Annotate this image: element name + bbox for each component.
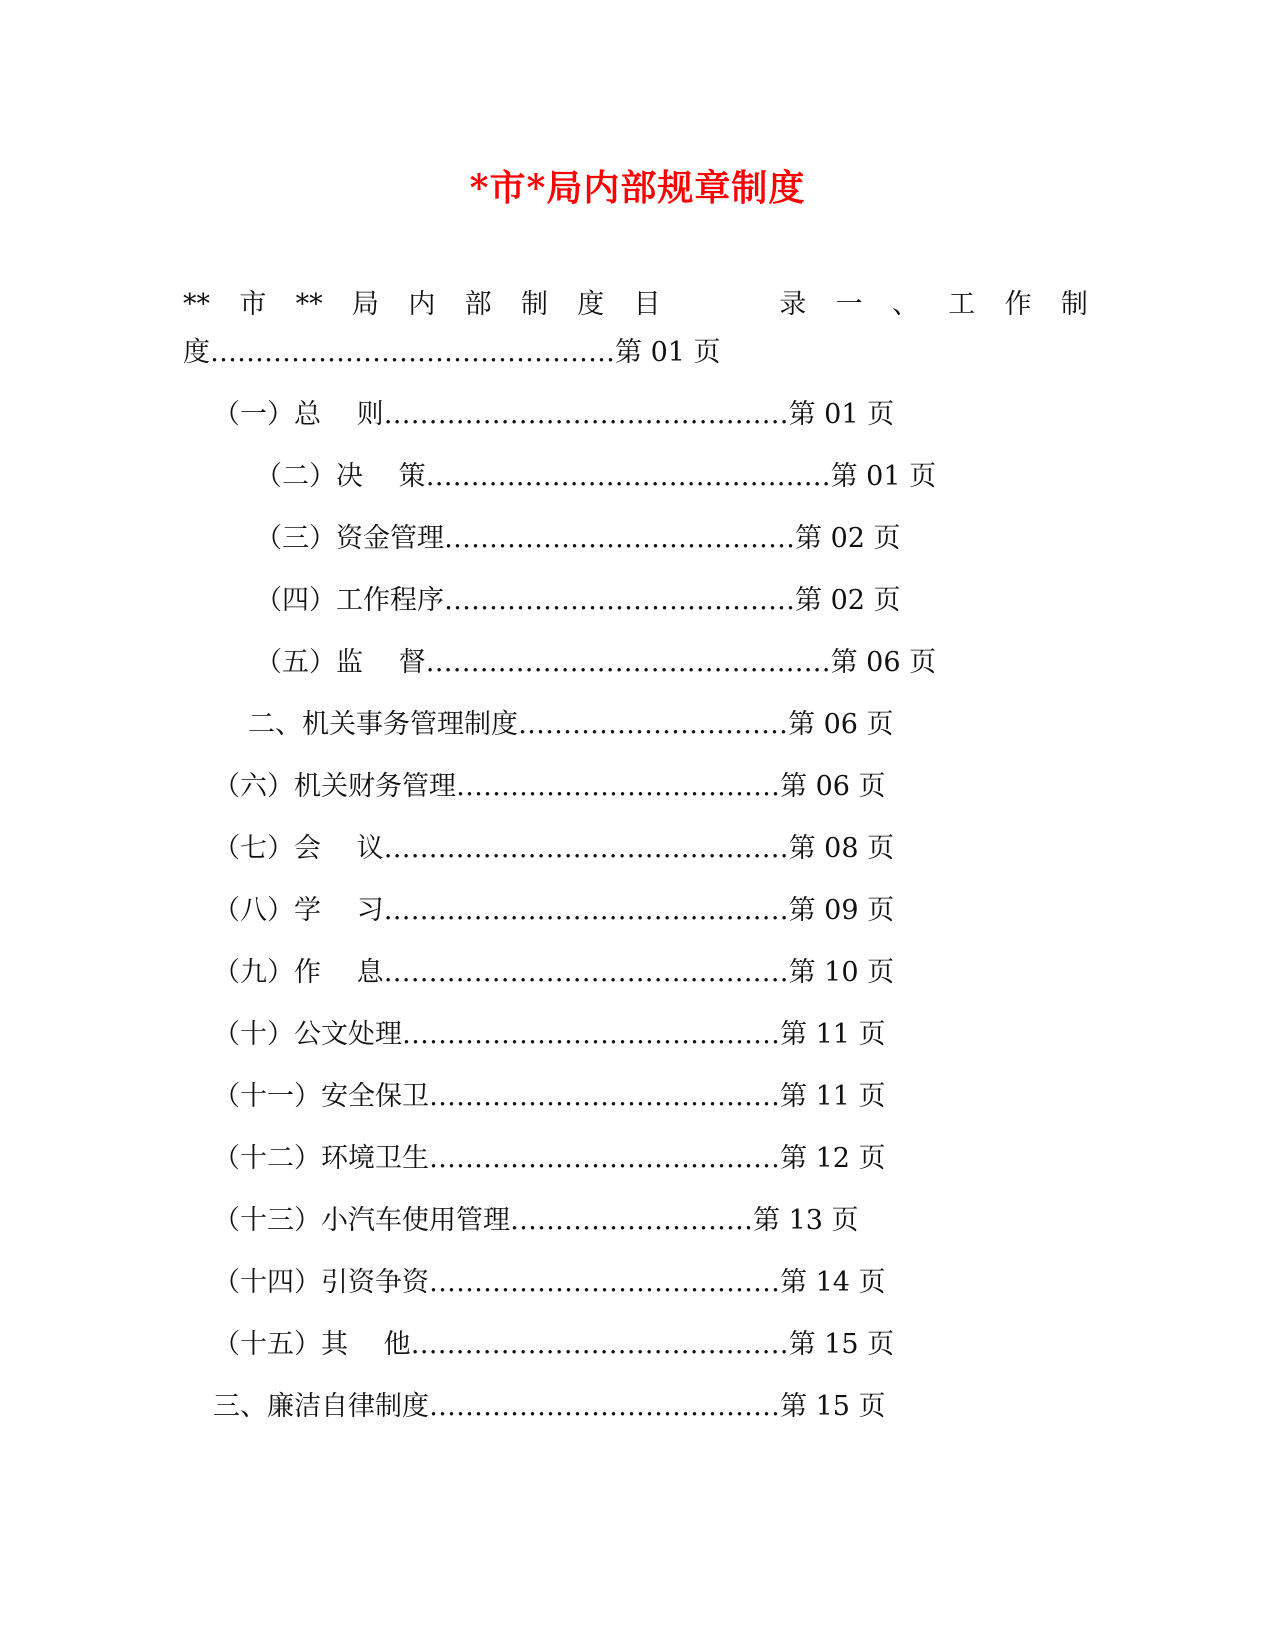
- toc-entry[interactable]: [255, 457, 936, 497]
- toc-leader-dots: ………………………………………: [383, 957, 789, 988]
- toc-leader-dots: ……………………………………: [402, 1019, 780, 1050]
- toc-entry-label: 三、廉洁自律制度: [213, 1391, 429, 1422]
- toc-heading-part: 制: [1060, 289, 1088, 320]
- toc-leader-dots: …………………………………: [429, 1143, 780, 1174]
- toc-entry-page: 第 15 页: [788, 1329, 895, 1360]
- toc-heading-part: 一: [835, 289, 863, 320]
- toc-heading-part: 工: [948, 289, 976, 320]
- toc-entry-page: 第 01 页: [615, 337, 721, 368]
- toc-leader-dots: …………………………………: [429, 1391, 780, 1422]
- toc-heading-part: **: [295, 289, 323, 320]
- toc-entry[interactable]: [213, 1387, 886, 1427]
- toc-heading-part: 部: [464, 289, 492, 320]
- toc-entry-label: （十）公文处理: [213, 1019, 402, 1050]
- toc-entry-label: 度: [183, 337, 210, 368]
- toc-leader-dots: ………………………………………: [383, 833, 789, 864]
- toc-entry-page: 第 06 页: [830, 647, 937, 678]
- toc-entry[interactable]: [213, 1139, 886, 1179]
- toc-entry-label: （六）机关财务管理: [213, 771, 456, 802]
- toc-entry-page: 第 12 页: [780, 1143, 886, 1174]
- toc-leader-dots: ………………………: [510, 1205, 753, 1236]
- toc-entry-page: 第 10 页: [788, 957, 895, 988]
- toc-leader-dots: …………………………………: [429, 1267, 780, 1298]
- toc-heading-part: 度: [577, 289, 605, 320]
- toc-leader-dots: …………………………………: [444, 585, 795, 616]
- toc-entry-label: （三）资金管理: [255, 523, 444, 554]
- toc-entry-label: （八）学 习: [213, 895, 384, 926]
- toc-entry-label: （二）决 策: [255, 461, 426, 492]
- toc-entry[interactable]: [213, 395, 894, 435]
- toc-entry[interactable]: [248, 705, 894, 745]
- toc-entry-label: （十一）安全保卫: [213, 1081, 429, 1112]
- toc-leader-dots: ……………………………………: [410, 1329, 789, 1360]
- toc-entry-label: （一）总 则: [213, 399, 384, 430]
- toc-entry-label: （十四）引资争资: [213, 1267, 429, 1298]
- toc-heading-part: **: [183, 289, 210, 320]
- toc-entry[interactable]: [213, 767, 886, 807]
- toc-entry[interactable]: [213, 829, 894, 869]
- toc-entry-page: 第 08 页: [788, 833, 895, 864]
- toc-leader-dots: ………………………………: [456, 771, 780, 802]
- toc-entry-page: 第 06 页: [788, 709, 894, 740]
- toc-entry-page: 第 13 页: [753, 1205, 859, 1236]
- toc-heading-part: 录: [779, 289, 807, 320]
- document-title: *市*局内部规章制度: [469, 167, 806, 209]
- toc-entry-page: 第 09 页: [788, 895, 895, 926]
- toc-heading-part: 目: [633, 289, 661, 320]
- toc-entry[interactable]: [213, 1015, 886, 1055]
- toc-entry-page: 第 11 页: [780, 1019, 886, 1050]
- toc-entry-label: （五）监 督: [255, 647, 426, 678]
- toc-entry-page: 第 01 页: [788, 399, 895, 430]
- toc-entry-page: 第 14 页: [780, 1267, 886, 1298]
- toc-entry[interactable]: [213, 1077, 886, 1117]
- toc-entry-label: （四）工作程序: [255, 585, 444, 616]
- toc-entry-page: 第 06 页: [780, 771, 886, 802]
- toc-leader-dots: ………………………………………: [383, 895, 789, 926]
- toc-entry[interactable]: [213, 1263, 886, 1303]
- toc-entry-page: 第 01 页: [830, 461, 937, 492]
- toc-entry[interactable]: [255, 643, 936, 683]
- toc-entry-page: 第 11 页: [780, 1081, 886, 1112]
- toc-entry-label: （十二）环境卫生: [213, 1143, 429, 1174]
- toc-heading-part: 市: [239, 289, 267, 320]
- toc-entry[interactable]: [213, 1325, 894, 1365]
- toc-entry-label: （九）作 息: [213, 957, 384, 988]
- toc-entry[interactable]: [255, 581, 901, 621]
- toc-heading-part: 制: [520, 289, 548, 320]
- toc-heading-part: 作: [1004, 289, 1032, 320]
- toc-entry[interactable]: [213, 953, 894, 993]
- toc-heading-part: 局: [351, 289, 379, 320]
- toc-heading-part: 内: [408, 289, 436, 320]
- toc-leader-dots: ………………………………………: [425, 647, 831, 678]
- toc-leader-dots: …………………………………: [429, 1081, 780, 1112]
- toc-leader-dots: …………………………………: [444, 523, 795, 554]
- toc-leader-dots: ………………………………………: [210, 337, 615, 368]
- toc-entry[interactable]: [213, 1201, 859, 1241]
- toc-heading-gap: [690, 285, 750, 325]
- toc-leader-dots: …………………………: [518, 709, 788, 740]
- toc-heading-line: [183, 285, 1088, 325]
- toc-entry-label: （十三）小汽车使用管理: [213, 1205, 510, 1236]
- toc-heading-part: 、: [891, 289, 919, 320]
- toc-entry-label: （十五）其 他: [213, 1329, 411, 1360]
- toc-entry-page: 第 02 页: [795, 523, 901, 554]
- toc-leader-dots: ………………………………………: [425, 461, 831, 492]
- toc-entry-label: 二、机关事务管理制度: [248, 709, 518, 740]
- toc-entry[interactable]: [183, 333, 721, 373]
- toc-entry-page: 第 02 页: [795, 585, 901, 616]
- toc-entry[interactable]: [255, 519, 901, 559]
- toc-entry-page: 第 15 页: [780, 1391, 886, 1422]
- toc-entry[interactable]: [213, 891, 894, 931]
- toc-leader-dots: ………………………………………: [383, 399, 789, 430]
- toc-entry-label: （七）会 议: [213, 833, 384, 864]
